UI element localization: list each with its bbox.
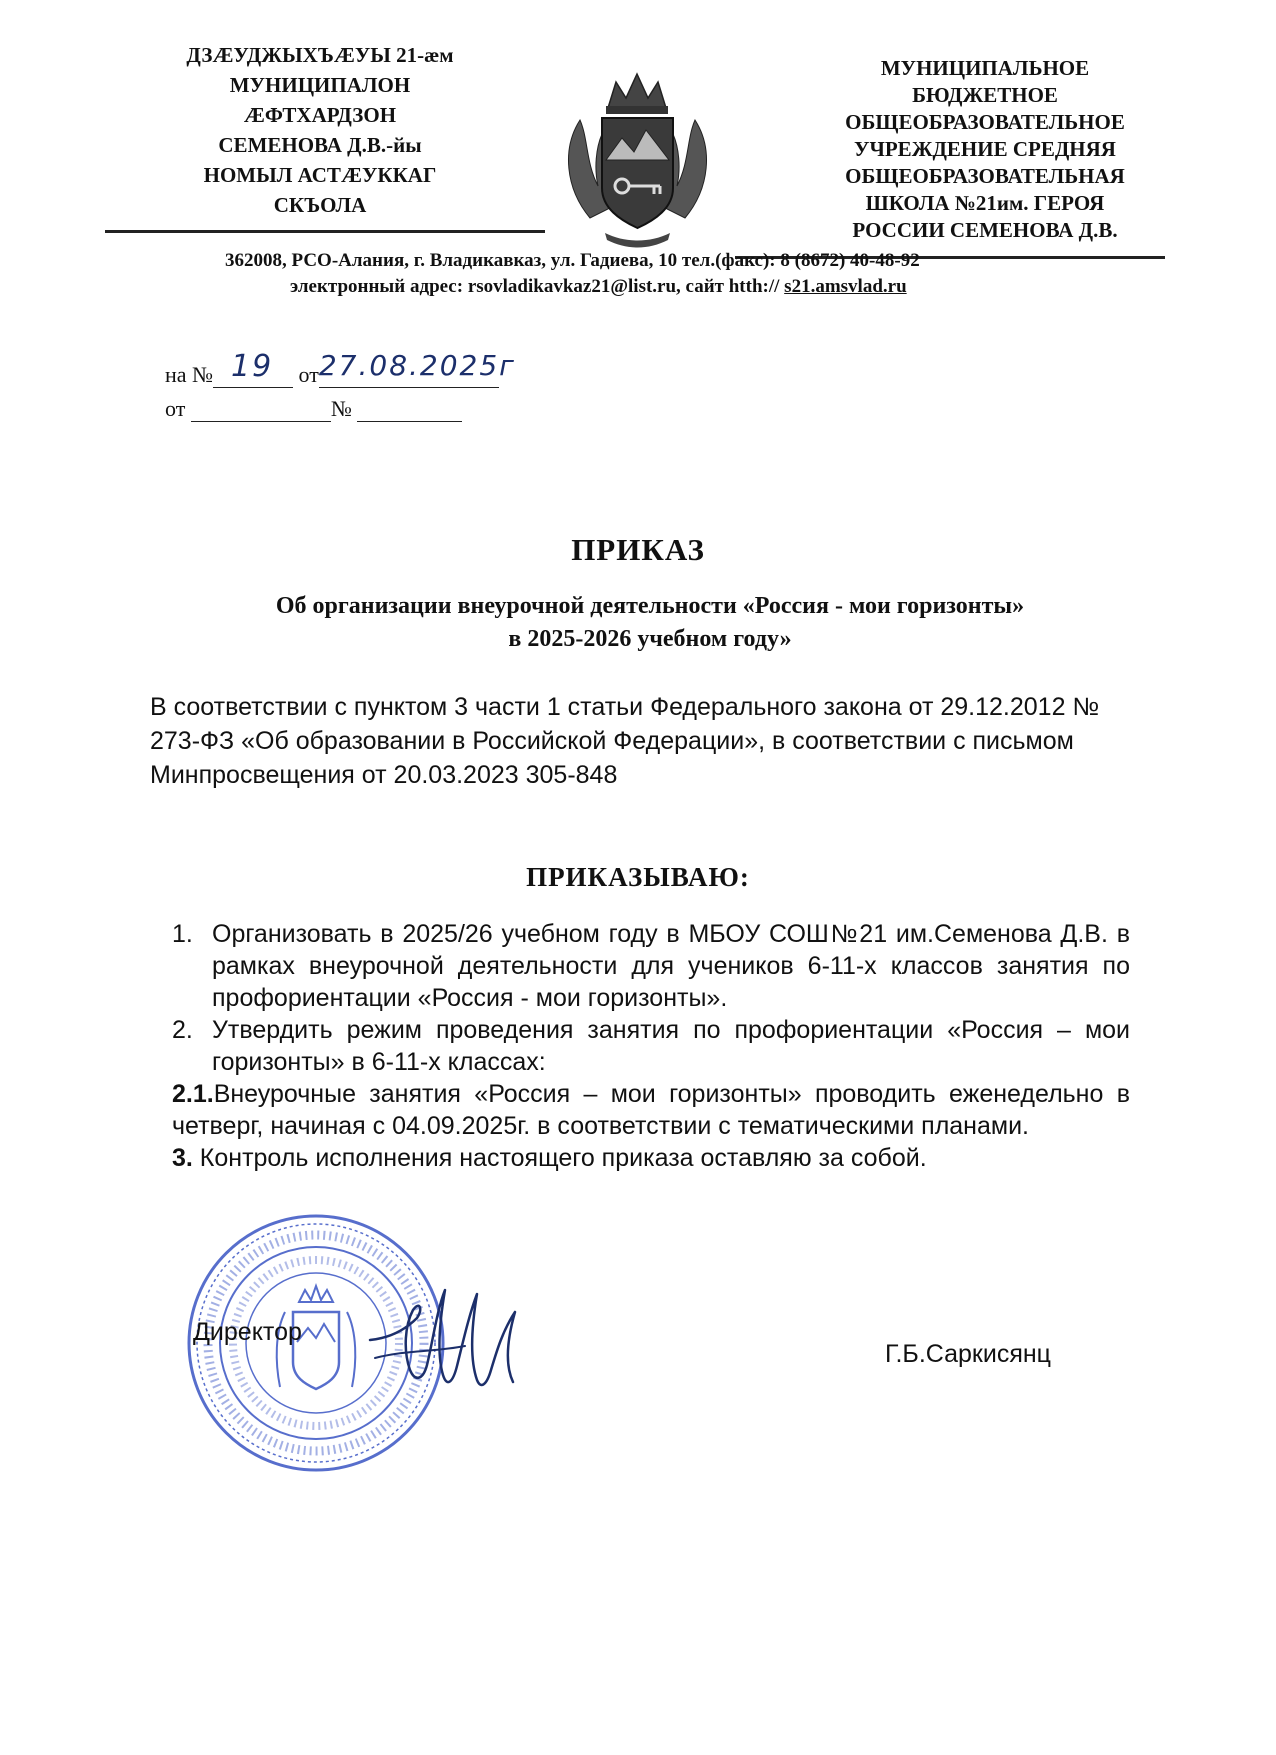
- order-item: [172, 918, 1130, 1014]
- website-link[interactable]: s21.amsvlad.ru: [784, 276, 907, 297]
- header-right-line: РОССИИ СЕМЕНОВА Д.В.: [852, 218, 1118, 242]
- item-text: Внеурочные занятия «Россия – мои горизонты» проводить еженедельно в четверг, начиная с 04.09.2025г. в соответствии с тематическими планами.: [172, 1080, 1130, 1140]
- ref-date-field: [191, 399, 331, 422]
- header-right-line: УЧРЕЖДЕНИЕ СРЕДНЯЯ: [854, 137, 1116, 161]
- contact-line: [290, 276, 1190, 298]
- intro-paragraph: В соответствии с пунктом 3 части 1 статьи Федерального закона от 29.12.2012 № 273-ФЗ «Об образовании в Российской Федерации», в соответствии с письмом Минпросвещения от 20.03.2023 305-848: [150, 693, 1100, 789]
- address-line: 362008, РСО-Алания, г. Владикавказ, ул. Гадиева, 10 тел.(факс): 8 (8672) 40-48-92: [225, 250, 920, 271]
- header-right-line: ОБЩЕОБРАЗОВАТЕЛЬНОЕ: [845, 110, 1125, 134]
- reg-number-value: 19: [231, 349, 274, 384]
- header-left-line: НОМЫЛ АСТÆУККАГ: [203, 163, 437, 187]
- item-text: Организовать в 2025/26 учебном году в МБОУ СОШ№21 им.Семенова Д.В. в рамках внеурочной деятельности для учеников 6-11-х классов занятия по профориентации «Россия - мои горизонты».: [212, 920, 1130, 1012]
- item-number: 3.: [172, 1144, 193, 1172]
- subtitle-line: в 2025-2026 учебном году»: [508, 626, 792, 652]
- order-item: [172, 1142, 1130, 1174]
- handwritten-signature-icon: [365, 1270, 535, 1400]
- header-right-line: ОБЩЕОБРАЗОВАТЕЛЬНАЯ: [845, 164, 1125, 188]
- header-right-line: ШКОЛА №21им. ГЕРОЯ: [865, 191, 1105, 215]
- item-number: 2.: [172, 1016, 193, 1044]
- header-left-block: [120, 40, 520, 220]
- order-item: [172, 1014, 1130, 1078]
- header-right-block: [795, 55, 1175, 244]
- registration-line-2: [165, 396, 462, 422]
- email-text: электронный адрес: rsovladikavkaz21@list.ru, сайт htth://: [290, 276, 785, 297]
- subtitle-line: Об организации внеурочной деятельности «Россия - мои горизонты»: [275, 593, 1025, 619]
- header-right-line: МУНИЦИПАЛЬНОЕ: [880, 56, 1090, 80]
- item-number: 1.: [172, 920, 193, 948]
- item-text: Утвердить режим проведения занятия по профориентации «Россия – мои горизонты» в 6-11-х классах:: [212, 1016, 1130, 1076]
- ref-number-label: №: [330, 396, 352, 421]
- header-left-line: ÆФТХАРДЗОН: [243, 103, 397, 127]
- reg-number-field: [213, 349, 293, 388]
- ref-number-field: [357, 399, 462, 422]
- order-items: [172, 918, 1130, 1174]
- header-left-line: ДЗÆУДЖЫХЪÆУЫ 21-æм: [186, 43, 454, 67]
- reg-date-field: [318, 349, 516, 388]
- ref-date-label: от: [165, 396, 186, 421]
- reg-date-value: 27.08.2025г: [318, 349, 516, 382]
- director-title: Директор: [193, 1318, 302, 1346]
- item-number: 2.1.: [172, 1080, 214, 1108]
- header-left-line: МУНИЦИПАЛОН: [229, 73, 411, 97]
- item-text: Контроль исполнения настоящего приказа оставляю за собой.: [192, 1144, 927, 1172]
- order-item: [172, 1078, 1130, 1142]
- reg-date-label: от: [298, 362, 319, 387]
- reg-number-label: на №: [165, 362, 214, 387]
- director-name: Г.Б.Саркисянц: [885, 1340, 1051, 1368]
- coat-of-arms-icon: [550, 68, 725, 253]
- header-right-line: БЮДЖЕТНОЕ: [912, 83, 1058, 107]
- header-divider-left: [105, 230, 545, 233]
- header-left-line: СКЪОЛА: [273, 193, 367, 217]
- registration-line-1: [165, 349, 516, 388]
- document-subtitle: [150, 590, 1150, 656]
- order-heading: ПРИКАЗЫВАЮ:: [526, 862, 750, 892]
- document-title: ПРИКАЗ: [571, 532, 705, 567]
- header-left-line: СЕМЕНОВА Д.В.-йы: [218, 133, 422, 157]
